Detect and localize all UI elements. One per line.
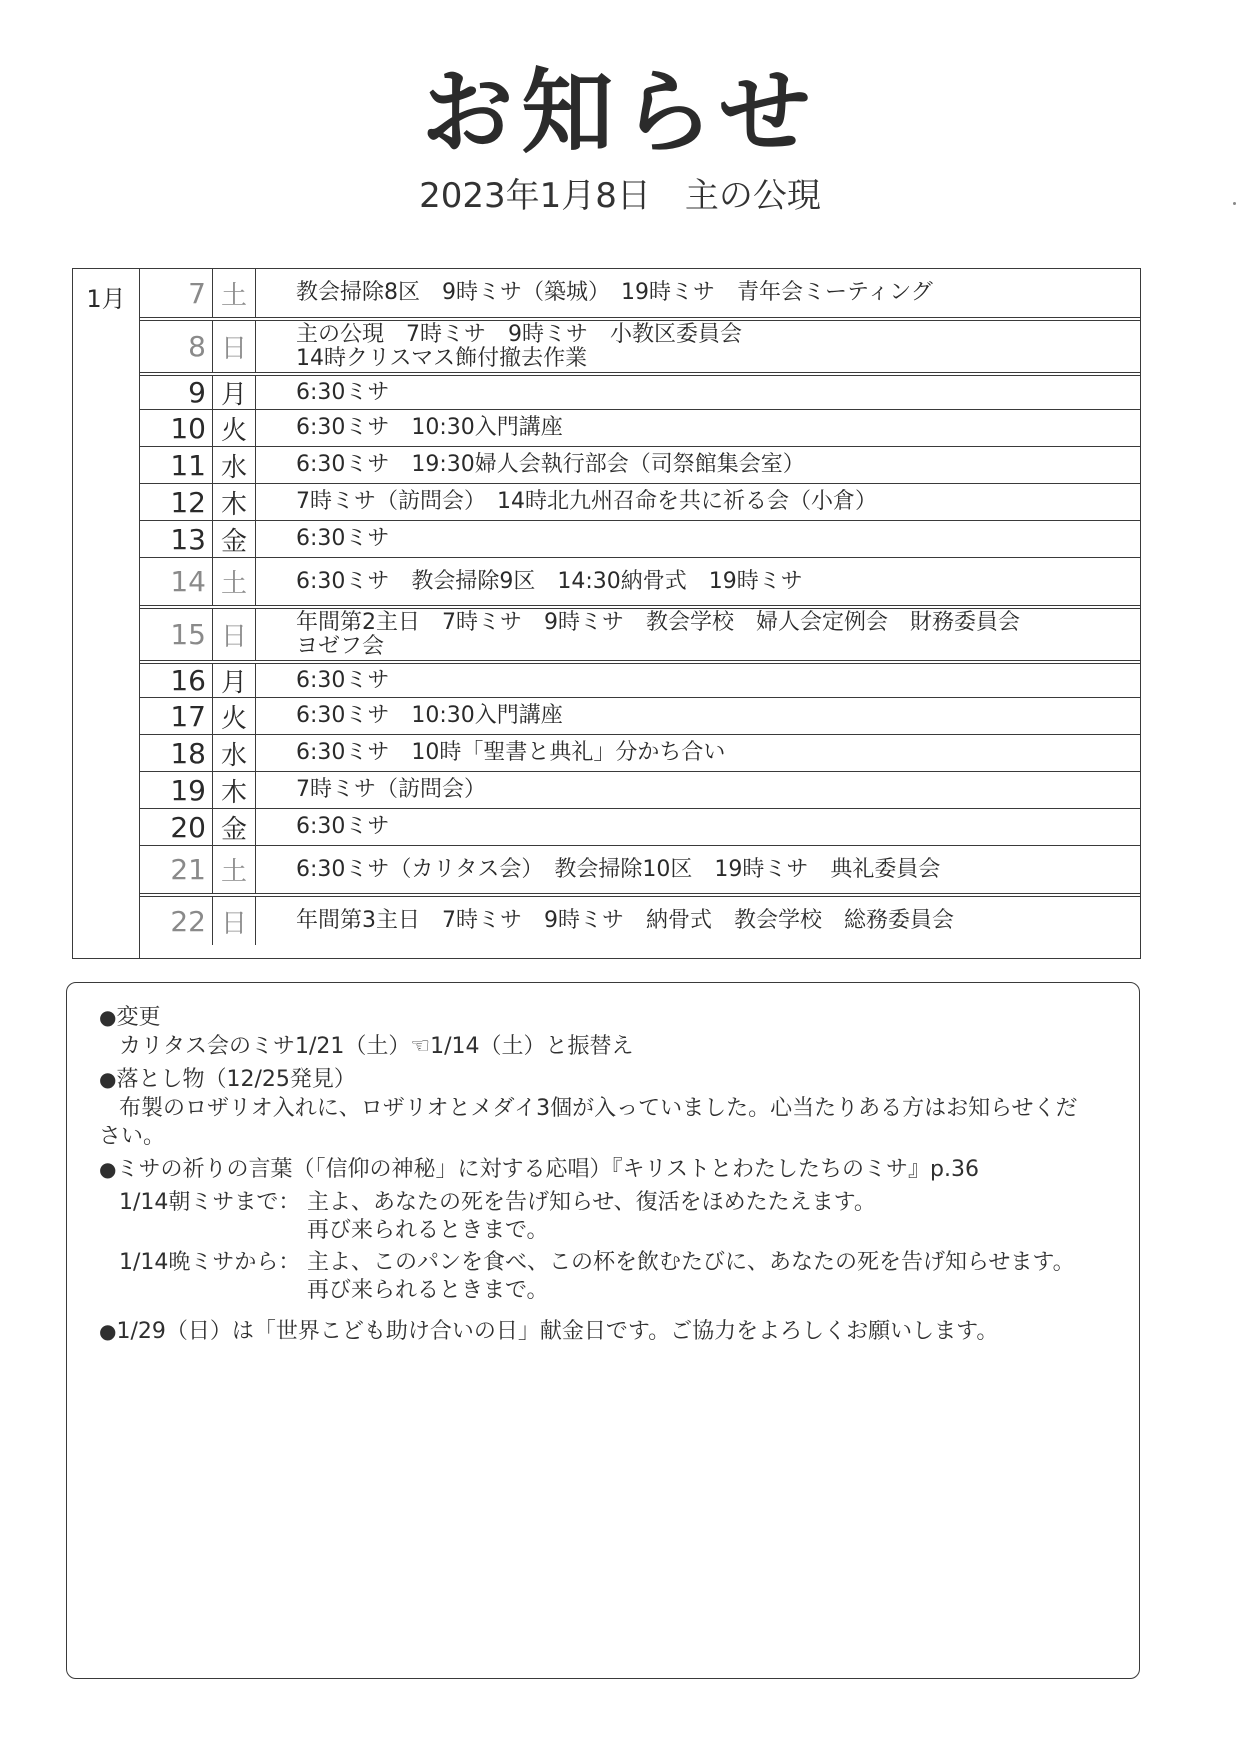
schedule-row: [140, 372, 1140, 409]
event-line: 6:30ミサ 19:30婦人会執行部会（司祭館集会室）: [296, 452, 805, 477]
notice-lost-heading: ●落とし物（12/25発見）: [99, 1067, 356, 1092]
events-cell: [256, 897, 1140, 945]
date-cell: 20: [170, 810, 206, 844]
events-cell: [256, 447, 1140, 483]
schedule-row: [140, 893, 1140, 945]
event-line: 年間第2主日 7時ミサ 9時ミサ 教会学校 婦人会定例会 財務委員会: [296, 609, 1020, 635]
notice-lost-text-line-1: 布製のロザリオ入れに、ロザリオとメダイ3個が入っていました。心当たりある方はお知らせくだ: [119, 1096, 1078, 1121]
events-cell: [256, 521, 1140, 557]
schedule-row: [140, 520, 1140, 557]
events-cell: [256, 321, 1140, 372]
notice-prayer-1-line-1: 主よ、あなたの死を告げ知らせ、復活をほめたたえます。: [307, 1190, 876, 1215]
notice-change-heading: ●変更: [99, 1005, 161, 1030]
event-line: 6:30ミサ 10:30入門講座: [296, 703, 563, 728]
weekday-cell: 火: [212, 410, 256, 446]
schedule-row: [140, 446, 1140, 483]
schedule-row: [140, 605, 1140, 660]
date-cell: 10: [170, 411, 206, 445]
date-cell: 12: [170, 485, 206, 519]
weekday-cell: 木: [212, 772, 256, 808]
event-line: ヨゼフ会: [296, 633, 385, 659]
weekday-cell: 日: [212, 897, 256, 945]
schedule-row: [140, 734, 1140, 771]
notice-lost-text-line-2: さい。: [99, 1124, 166, 1149]
scan-dot: [1233, 202, 1236, 205]
schedule-row: [140, 557, 1140, 605]
page-title: お知らせ: [421, 59, 819, 166]
events-cell: [256, 484, 1140, 520]
event-line: 7時ミサ（訪問会）: [296, 777, 486, 802]
notices-box: [66, 982, 1140, 1679]
bullet-icon: ●: [99, 1005, 117, 1029]
bullet-icon: ●: [99, 1067, 117, 1091]
weekday-cell: 金: [212, 809, 256, 845]
bullet-icon: ●: [99, 1157, 117, 1181]
event-line: 6:30ミサ: [296, 526, 390, 551]
events-cell: [256, 609, 1140, 660]
weekday-cell: 土: [212, 846, 256, 893]
notice-prayer-2-line-2: 再び来られるときまで。: [307, 1278, 549, 1303]
date-cell: 8: [188, 330, 206, 363]
schedule-row: [140, 483, 1140, 520]
weekday-cell: 土: [212, 558, 256, 605]
date-cell: 15: [170, 618, 206, 651]
date-cell: 7: [188, 276, 206, 310]
notice-change-text: カリタス会のミサ1/21（土）☜1/14（土）と振替え: [119, 1034, 634, 1059]
notice-prayer-2-line-1: 主よ、このパンを食べ、この杯を飲むたびに、あなたの死を告げ知らせます。: [307, 1250, 1075, 1275]
date-cell: 18: [170, 736, 206, 770]
date-cell: 13: [170, 522, 206, 556]
event-line: 6:30ミサ: [296, 667, 390, 693]
weekday-cell: 水: [212, 447, 256, 483]
notice-prayer-heading: ●ミサの祈りの言葉（「信仰の神秘」に対する応唱）『キリストとわたしたちのミサ』p.36: [99, 1157, 979, 1182]
schedule-row: [140, 269, 1140, 317]
schedule-row: [140, 771, 1140, 808]
weekday-cell: 木: [212, 484, 256, 520]
event-line: 7時ミサ（訪問会） 14時北九州召命を共に祈る会（小倉）: [296, 489, 877, 514]
bullet-icon: ●: [99, 1319, 117, 1343]
schedule-row: [140, 845, 1140, 893]
weekday-cell: 金: [212, 521, 256, 557]
weekday-cell: 日: [212, 321, 256, 372]
page-subtitle: 2023年1月8日 主の公現: [419, 176, 821, 216]
schedule-row: [140, 317, 1140, 372]
event-line: 6:30ミサ（カリタス会） 教会掃除10区 19時ミサ 典礼委員会: [296, 856, 941, 882]
events-cell: [256, 809, 1140, 845]
event-line: 6:30ミサ 10:30入門講座: [296, 415, 563, 440]
notice-donation: ●1/29（日）は「世界こども助け合いの日」献金日です。ご協力をよろしくお願いします。: [99, 1319, 999, 1344]
notice-prayer-1-label: 1/14朝ミサまで：: [119, 1190, 301, 1215]
notice-prayer-1-line-2: 再び来られるときまで。: [307, 1218, 549, 1243]
event-line: 6:30ミサ: [296, 379, 390, 405]
events-cell: [256, 269, 1140, 317]
weekday-cell: 月: [212, 664, 256, 697]
events-cell: [256, 846, 1140, 893]
events-cell: [256, 735, 1140, 771]
event-line: 教会掃除8区 9時ミサ（築城） 19時ミサ 青年会ミーティング: [296, 280, 933, 305]
date-cell: 9: [188, 376, 206, 409]
date-cell: 11: [170, 448, 206, 482]
weekday-cell: 日: [212, 609, 256, 660]
month-cell: 1月: [73, 269, 140, 958]
schedule-row: [140, 409, 1140, 446]
events-cell: [256, 558, 1140, 605]
events-cell: [256, 772, 1140, 808]
date-cell: 14: [170, 565, 206, 598]
event-line: 14時クリスマス飾付撤去作業: [296, 345, 588, 371]
event-line: 6:30ミサ: [296, 814, 390, 839]
date-cell: 17: [170, 699, 206, 733]
events-cell: [256, 664, 1140, 697]
date-cell: 22: [170, 904, 206, 938]
date-cell: 19: [170, 773, 206, 807]
notice-prayer-2-label: 1/14晩ミサから：: [119, 1250, 301, 1275]
events-cell: [256, 698, 1140, 734]
date-cell: 21: [170, 853, 206, 886]
event-line: 年間第3主日 7時ミサ 9時ミサ 納骨式 教会学校 総務委員会: [296, 908, 954, 933]
schedule-table: [72, 268, 1141, 959]
event-line: 6:30ミサ 教会掃除9区 14:30納骨式 19時ミサ: [296, 568, 803, 594]
schedule-row: [140, 808, 1140, 845]
date-cell: 16: [170, 664, 206, 697]
weekday-cell: 水: [212, 735, 256, 771]
weekday-cell: 火: [212, 698, 256, 734]
schedule-row: [140, 660, 1140, 697]
events-cell: [256, 376, 1140, 409]
weekday-cell: 土: [212, 269, 256, 317]
events-cell: [256, 410, 1140, 446]
event-line: 6:30ミサ 10時「聖書と典礼」分かち合い: [296, 740, 726, 765]
event-line: 主の公現 7時ミサ 9時ミサ 小教区委員会: [296, 321, 742, 347]
weekday-cell: 月: [212, 376, 256, 409]
schedule-row: [140, 697, 1140, 734]
